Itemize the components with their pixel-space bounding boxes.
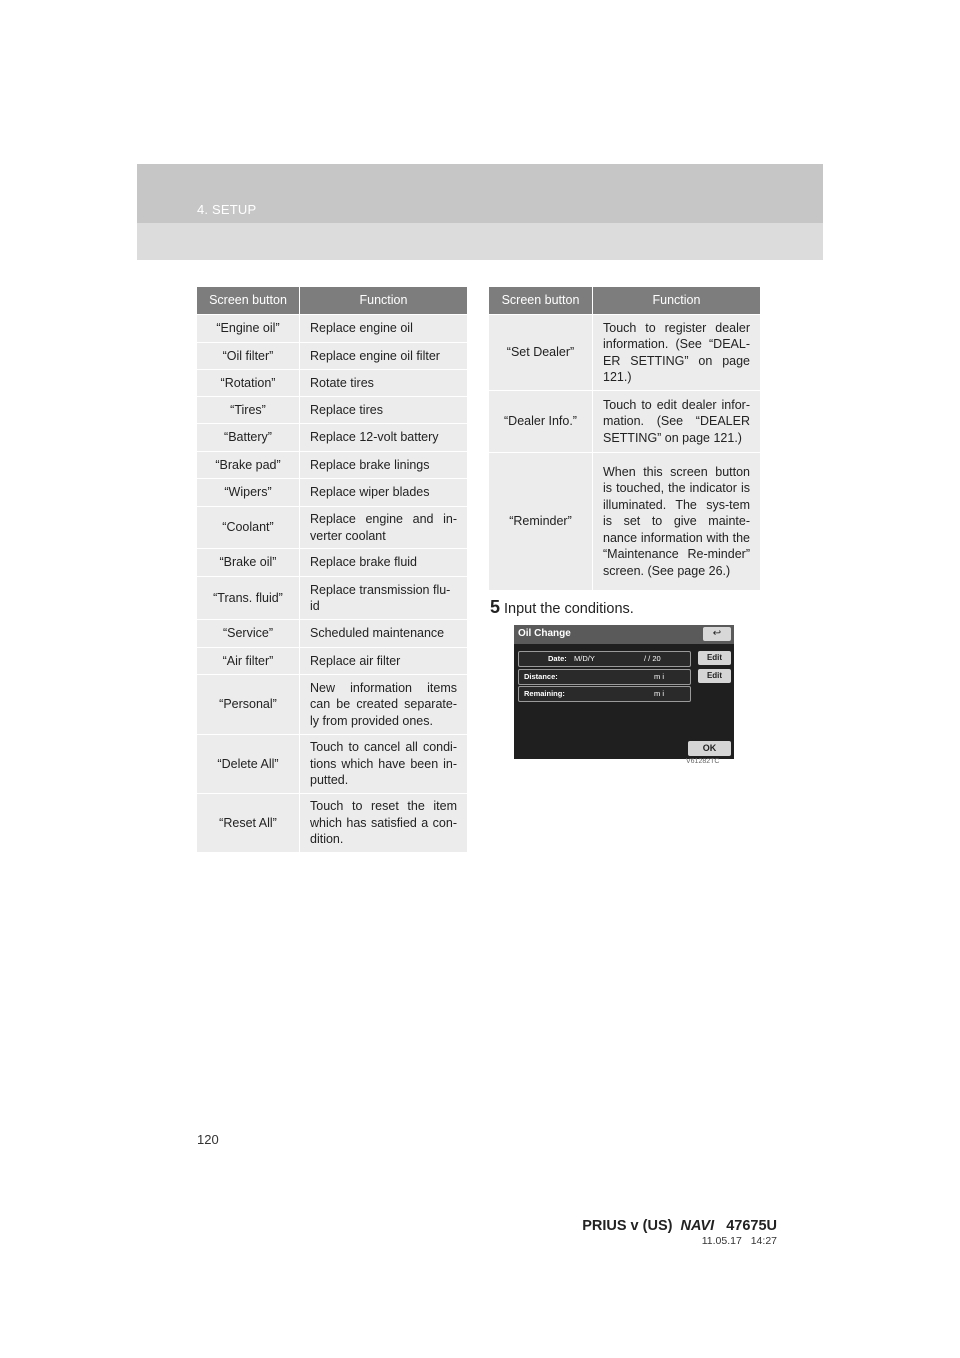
date-value: / / 20: [644, 654, 661, 663]
footer-model: PRIUS v (US): [582, 1218, 673, 1234]
table-row: [197, 342, 467, 369]
footer-date: 11.05.17: [701, 1235, 742, 1247]
function-cell: Touch to edit dealer infor-mation. (See “DEALER SETTING” on page 121.): [593, 390, 760, 452]
date-edit-button[interactable]: Edit: [698, 651, 731, 665]
oil-change-screen-image: [514, 625, 734, 759]
date-format: M/D/Y: [574, 654, 595, 663]
function-cell: New information items can be created separate-ly from provided ones.: [300, 674, 467, 734]
screen-button-cell: “Engine oil”: [197, 314, 300, 342]
function-cell: Replace brake linings: [300, 451, 467, 478]
function-cell: Replace air filter: [300, 647, 467, 674]
table-row: [197, 647, 467, 674]
table-row: [197, 506, 467, 548]
table-row: [489, 314, 760, 390]
screen-button-cell: “Air filter”: [197, 647, 300, 674]
distance-edit-button[interactable]: Edit: [698, 669, 731, 683]
table-row: [197, 619, 467, 647]
footer-time: 14:27: [750, 1235, 777, 1247]
footer-navi: NAVI: [680, 1218, 715, 1234]
screen-button-cell: “Personal”: [197, 674, 300, 734]
function-cell: Replace engine oil filter: [300, 342, 467, 369]
function-cell: Replace engine oil: [300, 314, 467, 342]
step-number: 5: [490, 597, 501, 617]
table-row: [197, 396, 467, 423]
date-label: Date:: [548, 654, 567, 663]
screen-button-cell: “Reset All”: [197, 793, 300, 852]
column-header-function: Function: [300, 287, 467, 314]
screen-button-cell: “Trans. fluid”: [197, 576, 300, 619]
step-text: Input the conditions.: [504, 601, 634, 617]
function-cell: Replace 12-volt battery: [300, 423, 467, 451]
ok-button[interactable]: OK: [688, 741, 731, 756]
table-row: [197, 674, 467, 734]
remaining-unit: m i: [654, 689, 664, 698]
screen-button-cell: “Tires”: [197, 396, 300, 423]
section-title: 4. SETUP: [197, 202, 257, 217]
screen-button-cell: “Wipers”: [197, 478, 300, 506]
left-function-table: [197, 287, 467, 852]
function-cell: Replace wiper blades: [300, 478, 467, 506]
distance-unit: m i: [654, 672, 664, 681]
remaining-label: Remaining:: [524, 689, 565, 698]
function-cell: Replace tires: [300, 396, 467, 423]
distance-label: Distance:: [524, 672, 558, 681]
column-header-screen-button: Screen button: [489, 287, 593, 314]
screen-button-cell: “Battery”: [197, 423, 300, 451]
back-button[interactable]: ↩: [703, 627, 731, 641]
screen-button-cell: “Reminder”: [489, 452, 593, 590]
table-row: [197, 734, 467, 793]
function-cell: Replace engine and in-verter coolant: [300, 506, 467, 548]
footer-model-line: [582, 1218, 777, 1234]
column-header-function: Function: [593, 287, 760, 314]
screen-button-cell: “Oil filter”: [197, 342, 300, 369]
image-code: V61282TC: [686, 758, 720, 765]
table-row: [197, 478, 467, 506]
right-function-table: [489, 287, 760, 590]
screen-button-cell: “Brake pad”: [197, 451, 300, 478]
page-number: 120: [197, 1132, 219, 1147]
table-row: [197, 423, 467, 451]
table-header-row: [197, 287, 467, 314]
table-row: [197, 451, 467, 478]
function-cell: Replace transmission flu-id: [300, 576, 467, 619]
screen-button-cell: “Set Dealer”: [489, 314, 593, 390]
screen-button-cell: “Service”: [197, 619, 300, 647]
table-row: [489, 390, 760, 452]
table-row: [197, 793, 467, 852]
function-cell: When this screen button is touched, the indicator is illuminated. The sys-tem is set to give mainte-nance information with the “Maintenance Re-minder” screen. (See page 26.): [593, 452, 760, 590]
page-header: [137, 164, 823, 260]
screen-button-cell: “Delete All”: [197, 734, 300, 793]
function-cell: Touch to register dealer information. (See “DEAL-ER SETTING” on page 121.): [593, 314, 760, 390]
function-cell: Rotate tires: [300, 369, 467, 396]
function-cell: Touch to reset the item which has satisfied a con-dition.: [300, 793, 467, 852]
footer-timestamp: [702, 1235, 777, 1247]
function-cell: Replace brake fluid: [300, 548, 467, 576]
table-header-row: [489, 287, 760, 314]
table-row: [197, 314, 467, 342]
table-row: [489, 452, 760, 590]
function-cell: Scheduled maintenance: [300, 619, 467, 647]
step-instruction: [490, 597, 634, 618]
table-row: [197, 548, 467, 576]
screen-button-cell: “Dealer Info.”: [489, 390, 593, 452]
date-field[interactable]: [518, 651, 691, 667]
screen-button-cell: “Rotation”: [197, 369, 300, 396]
column-header-screen-button: Screen button: [197, 287, 300, 314]
footer-code: 47675U: [726, 1218, 777, 1234]
table-row: [197, 369, 467, 396]
table-row: [197, 576, 467, 619]
screen-button-cell: “Brake oil”: [197, 548, 300, 576]
screen-title: Oil Change: [518, 628, 571, 639]
screen-button-cell: “Coolant”: [197, 506, 300, 548]
function-cell: Touch to cancel all condi-tions which have been in-putted.: [300, 734, 467, 793]
